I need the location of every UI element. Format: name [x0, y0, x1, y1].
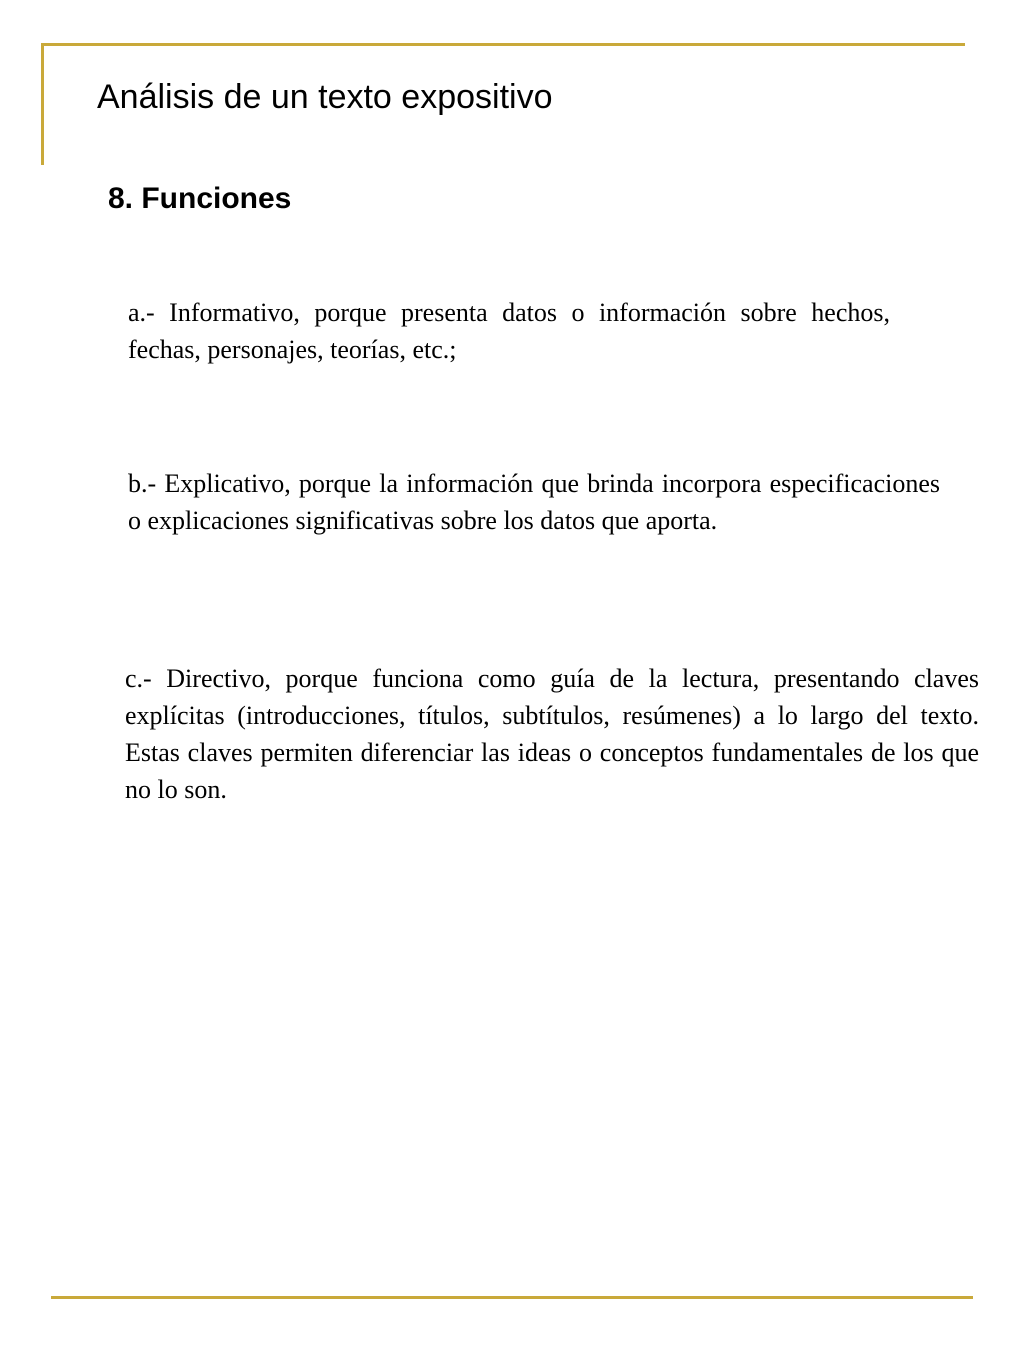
section-heading: 8. Funciones: [108, 182, 292, 215]
paragraph-directivo: c.- Directivo, porque funciona como guía de la lectura, presentando claves explícitas (introducciones, títulos, subtítulos, resúmenes) a lo largo del texto. Estas claves permiten diferenciar las ideas o conceptos fundamentales de los que no lo son.: [125, 664, 979, 804]
top-border-line: [41, 43, 965, 46]
slide-title: Análisis de un texto expositivo: [97, 78, 553, 116]
bottom-border-line: [51, 1296, 973, 1299]
paragraph-informativo: a.- Informativo, porque presenta datos o información sobre hechos, fechas, personajes, teorías, etc.;: [128, 298, 890, 364]
paragraph-explicativo: b.- Explicativo, porque la información que brinda incorpora especificaciones o explicaciones significativas sobre los datos que aporta.: [128, 469, 940, 535]
left-border-line: [41, 43, 44, 165]
